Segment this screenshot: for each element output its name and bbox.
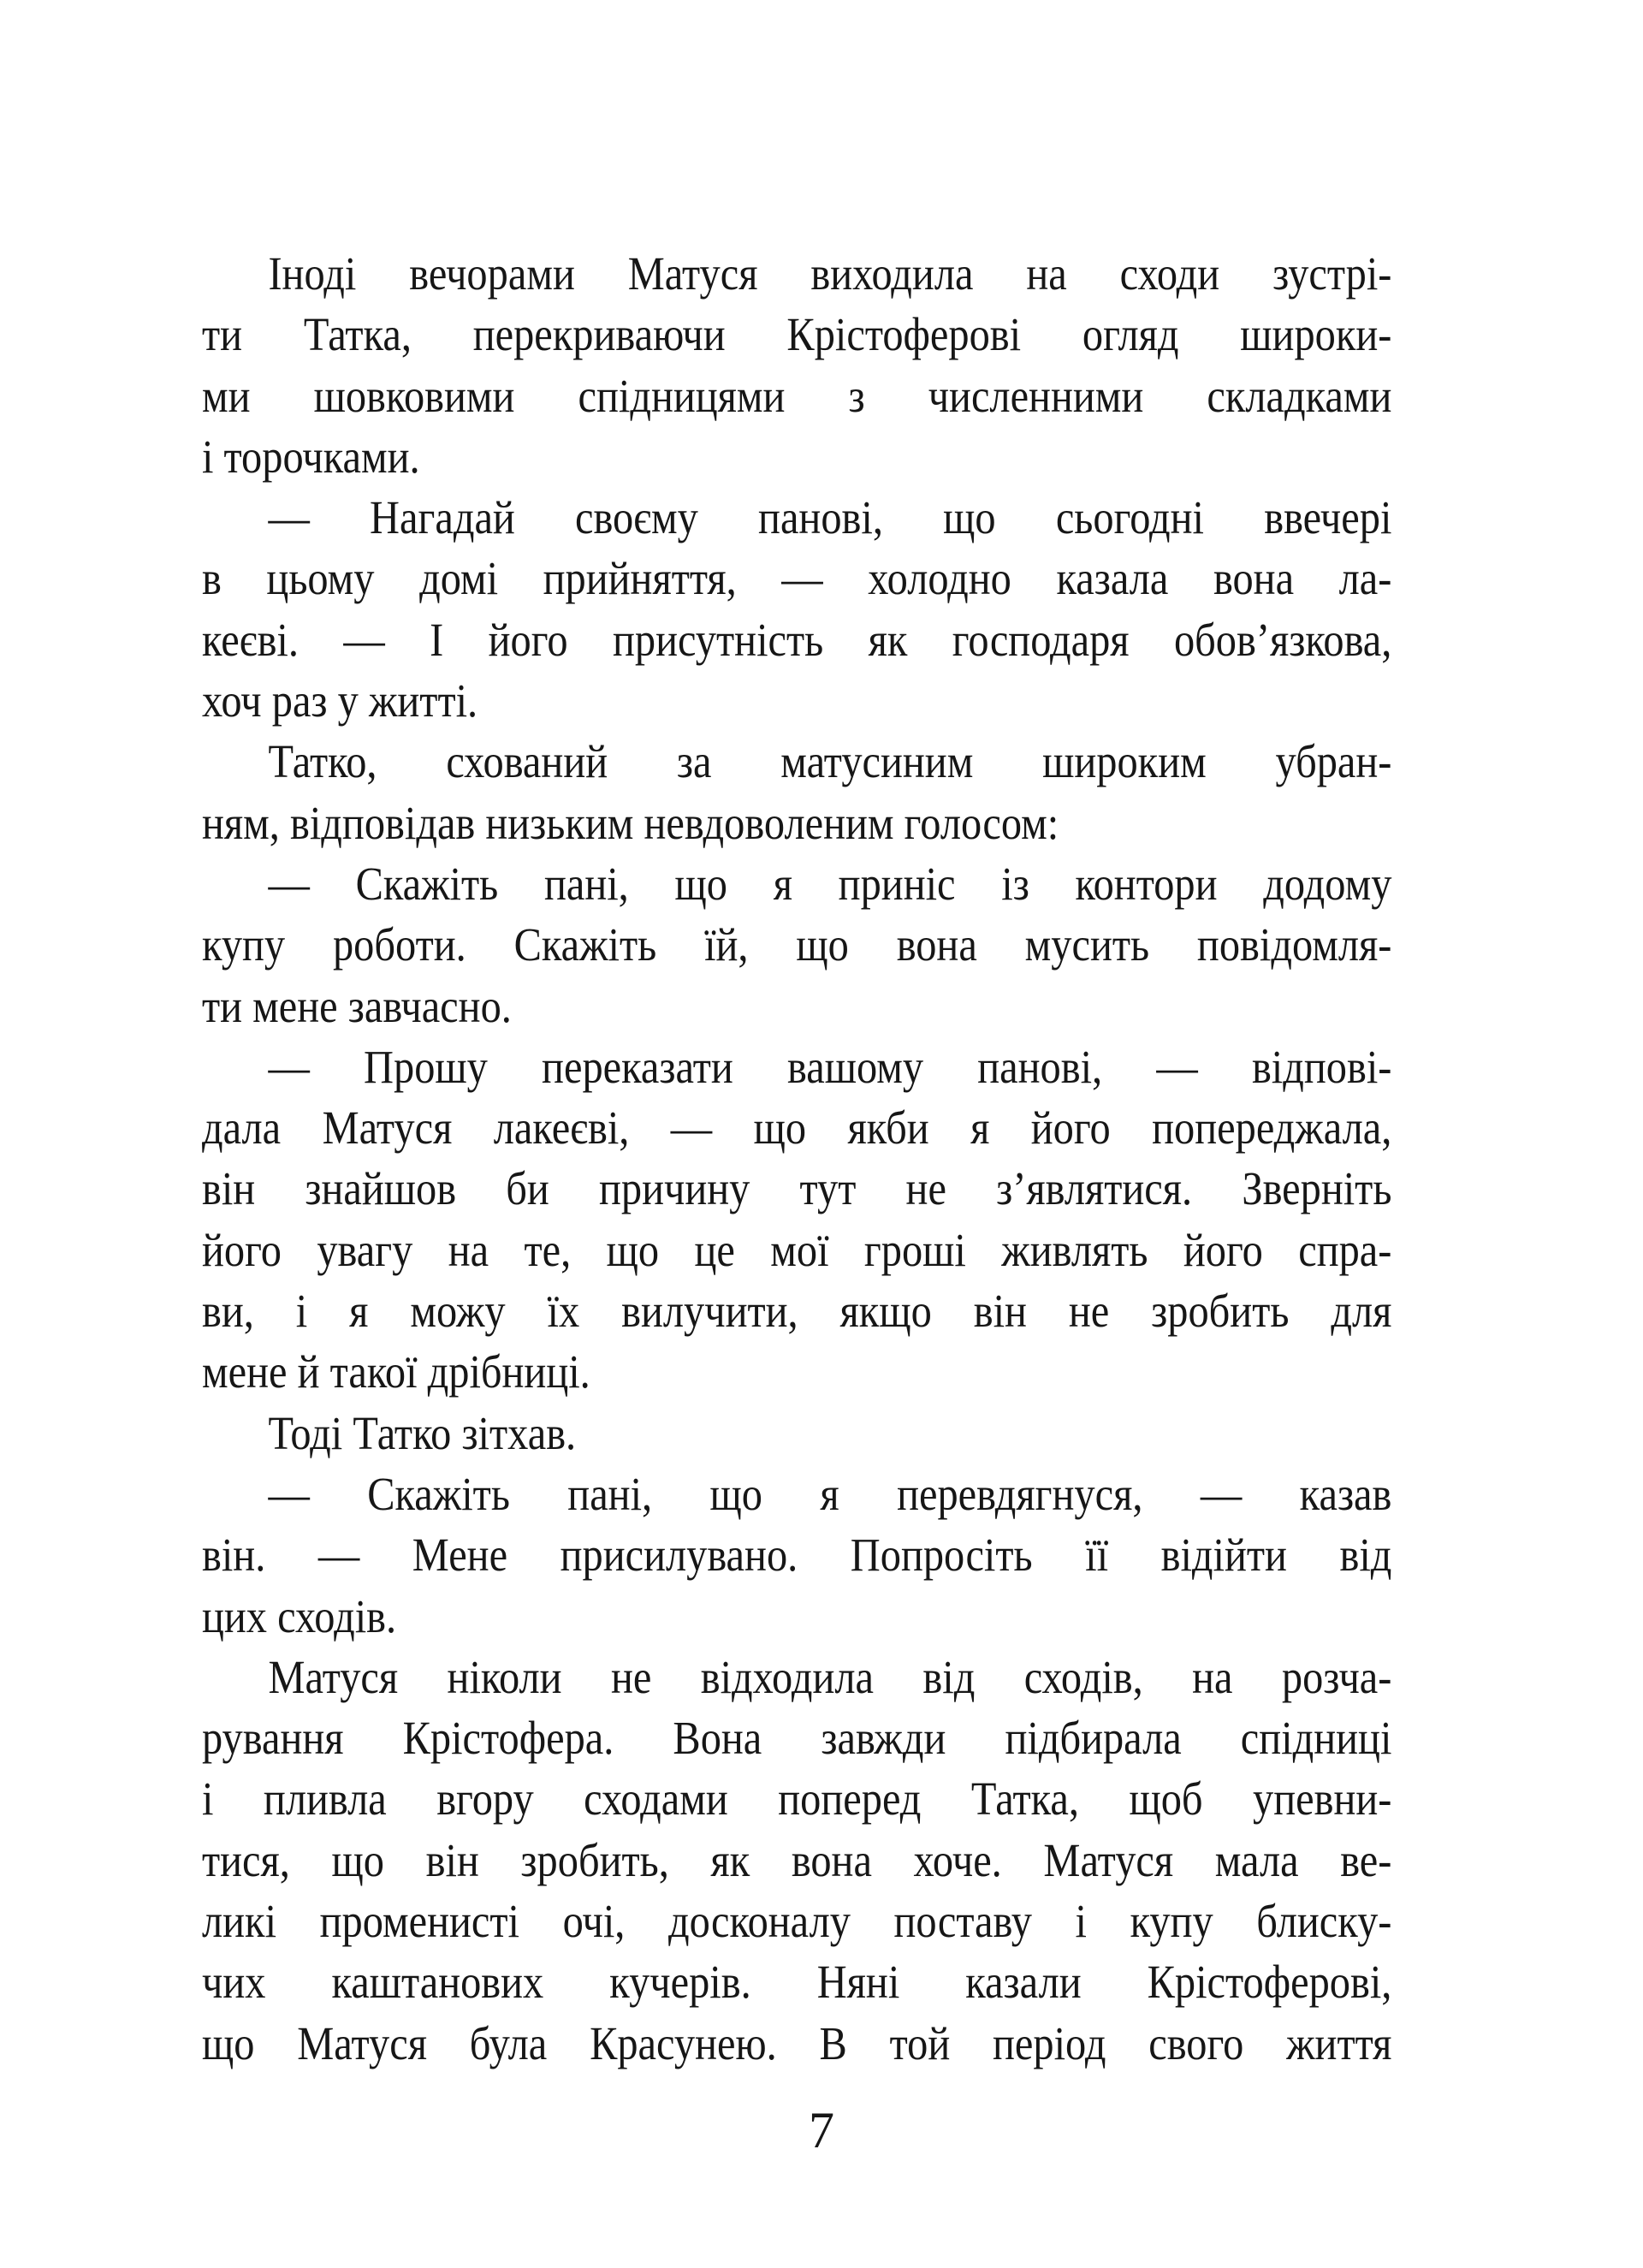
text-line: — Прошу переказати вашому панові, — відпові- [268, 1040, 1392, 1093]
page-number: 7 [809, 2102, 834, 2158]
text-line: — Нагадай своєму панові, що сьогодні ввечері [268, 491, 1392, 544]
text-line: дала Матуся лакеєві, — що якби я його попереджала, [202, 1101, 1392, 1155]
text-line: Тоді Татко зітхав. [268, 1406, 577, 1459]
text-line: Татко, схований за матусиним широким убран- [268, 735, 1392, 788]
text-line: ми шовковими спідницями з численними складками [202, 369, 1392, 422]
text-line: ти Татка, перекриваючи Крістоферові огляд широки- [202, 308, 1392, 361]
body-text [202, 243, 1391, 2074]
text-line: тися, що він зробить, як вона хоче. Матуся мала ве- [202, 1833, 1392, 1886]
text-line: Іноді вечорами Матуся виходила на сходи зустрі- [268, 247, 1392, 300]
text-line: Матуся ніколи не відходила від сходів, на розча- [268, 1650, 1392, 1703]
text-line: ликі променисті очі, досконалу поставу і купу блиску- [202, 1895, 1392, 1948]
text-line: він знайшов би причину тут не з’являтися. Зверніть [202, 1162, 1392, 1215]
text-line: — Скажіть пані, що я перевдягнуся, — казав [268, 1467, 1392, 1520]
text-line: рування Крістофера. Вона завжди підбирала спідниці [202, 1712, 1392, 1765]
text-line: ви, і я можу їх вилучити, якщо він не зробить для [202, 1285, 1392, 1338]
text-line: і пливла вгору сходами поперед Татка, щоб упевни- [202, 1772, 1392, 1826]
text-line: що Матуся була Красунею. В той період свого життя [202, 2016, 1392, 2069]
text-line: купу роботи. Скажіть їй, що вона мусить повідомля- [202, 918, 1392, 971]
text-line: ти мене завчасно. [202, 979, 512, 1032]
text-line: в цьому домі прийняття, — холодно казала вона ла- [202, 552, 1392, 605]
text-line: мене й такої дрібниці. [202, 1345, 590, 1398]
text-line: чих каштанових кучерів. Няні казали Крістоферові, [202, 1956, 1392, 2009]
text-line: — Скажіть пані, що я приніс із контори додому [268, 857, 1392, 910]
text-line: кеєві. — І його присутність як господаря обов’язкова, [202, 613, 1392, 666]
text-line: ням, відповідав низьким невдоволеним голосом: [202, 796, 1059, 849]
text-line: хоч раз у житті. [202, 674, 478, 727]
text-line: і торочками. [202, 430, 420, 483]
text-line: цих сходів. [202, 1589, 397, 1642]
text-line: його увагу на те, що це мої гроші живлять його спра- [202, 1223, 1392, 1276]
text-line: він. — Мене присилувано. Попросіть її відійти від [202, 1529, 1392, 1582]
